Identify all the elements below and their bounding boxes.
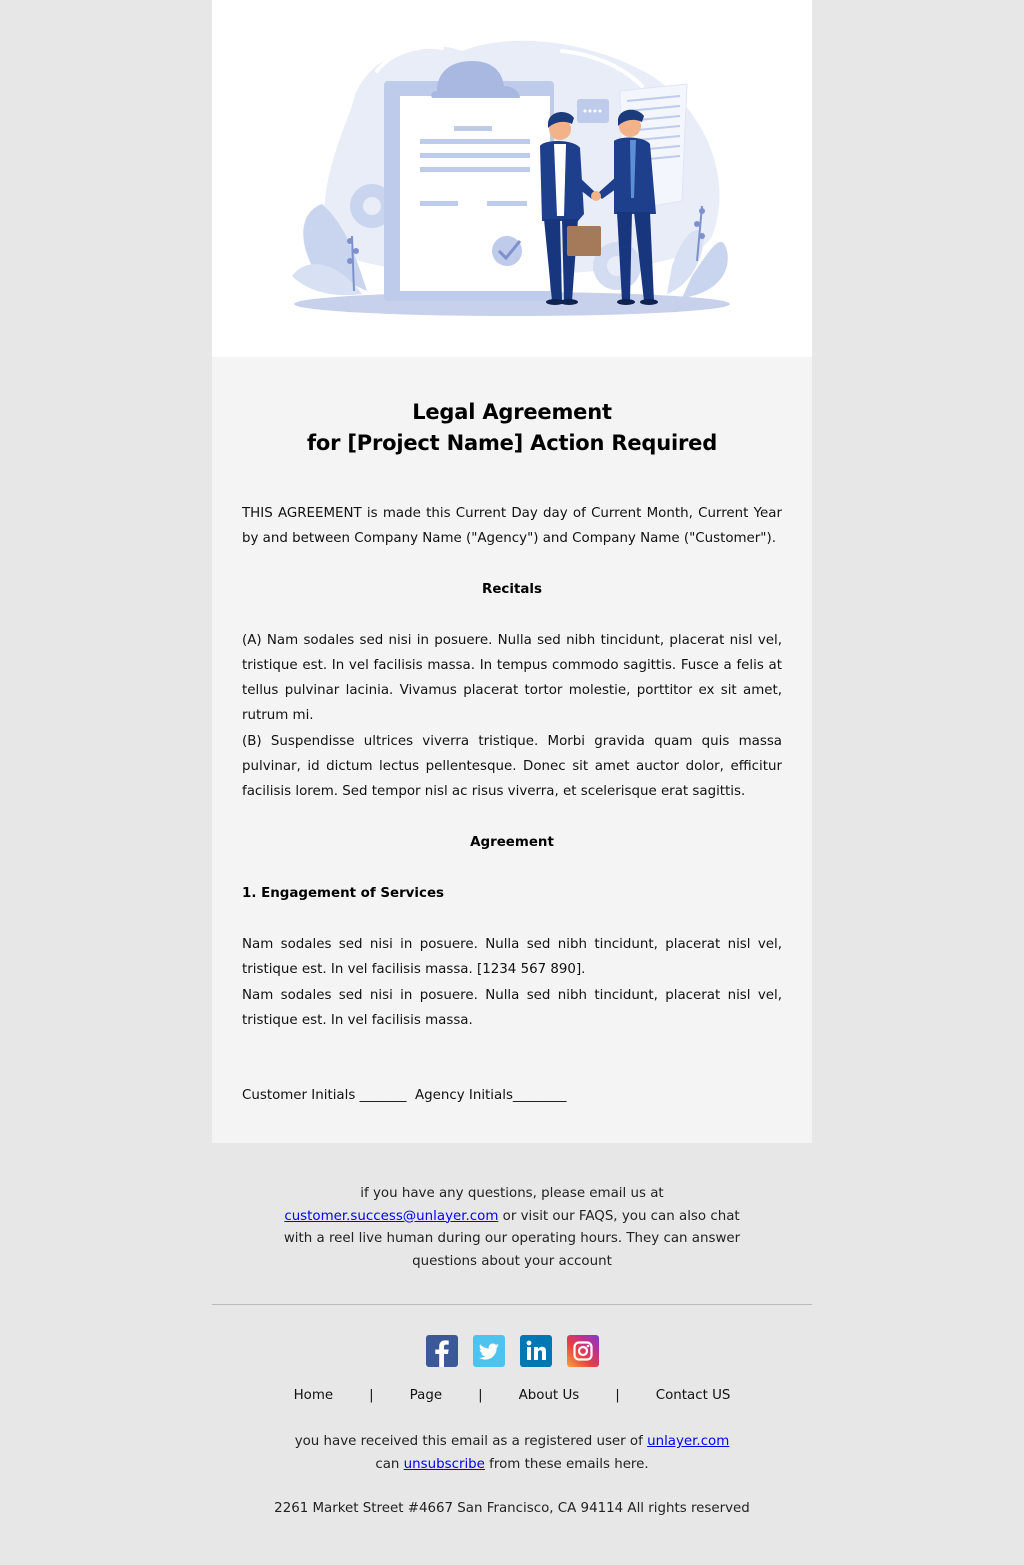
section-1-paragraph-2: Nam sodales sed nisi in posuere. Nulla sed nibh tincidunt, placerat nisl vel, tristique est. In vel facilisis massa. — [242, 988, 782, 1028]
agreement-heading: Agreement — [470, 835, 554, 850]
linkedin-icon[interactable] — [520, 1335, 552, 1367]
nav-contact-link[interactable]: Contact US — [655, 1388, 731, 1403]
recital-b: (B) Suspendisse ultrices viverra tristique. Morbi gravida quam quis massa pulvinar, id dictum lectus pellentesque. Donec sit amet auctor dolor, efficitur facilisis lorem. Sed tempor nisl ac risus viverra, et scelerisque erat sagittis. — [242, 734, 782, 799]
title-line-2: for [Project Name] Action Required — [306, 431, 718, 455]
legal-text — [212, 1431, 812, 1476]
title-line-1: Legal Agreement — [412, 400, 612, 424]
initials-line: Customer Initials _______ Agency Initials________ — [242, 1088, 567, 1103]
footer — [212, 1143, 812, 1521]
unsubscribe-link[interactable]: unsubscribe — [403, 1456, 485, 1472]
footer-divider — [212, 1304, 812, 1305]
nav-page-link[interactable]: Page — [409, 1388, 443, 1403]
email-container — [212, 0, 812, 1521]
document-title — [242, 397, 782, 459]
recital-a: (A) Nam sodales sed nisi in posuere. Nulla sed nibh tincidunt, placerat nisl vel, tristique est. In vel facilisis massa. In tempus commodo sagittis. Fusce a felis at tellus pulvinar lacinia. Vivamus placerat tortor molestie, porttitor ex sit amet, rutrum mi. — [242, 633, 782, 723]
nav-about-link[interactable]: About Us — [518, 1388, 580, 1403]
intro-paragraph: THIS AGREEMENT is made this Current Day day of Current Month, Current Year by and between Company Name ("Agency") and Company Name ("Customer"). — [242, 506, 782, 546]
section-1-paragraph-1: Nam sodales sed nisi in posuere. Nulla sed nibh tincidunt, placerat nisl vel, tristique est. In vel facilisis massa. [1234 567 890]. — [242, 937, 782, 977]
help-line-1: if you have any questions, please email us at — [360, 1186, 664, 1201]
facebook-icon[interactable] — [426, 1335, 458, 1367]
agreement-content — [212, 357, 812, 1143]
nav-separator: | — [369, 1388, 374, 1403]
nav-separator: | — [615, 1388, 620, 1403]
twitter-icon[interactable] — [473, 1335, 505, 1367]
support-email-link[interactable]: customer.success@unlayer.com — [284, 1208, 499, 1224]
legal-line-2: can — [375, 1456, 404, 1472]
nav-separator: | — [478, 1388, 483, 1403]
help-text — [282, 1143, 742, 1273]
social-links — [212, 1335, 812, 1367]
nav-home-link[interactable]: Home — [293, 1388, 334, 1403]
company-address: 2261 Market Street #4667 San Francisco, CA 94114 All rights reserved — [274, 1501, 750, 1516]
help-line-2: or visit our FAQS, you can also chat with a reel live human during our operating hours. They can answer questions about your account — [283, 1208, 741, 1269]
legal-line-3: from these emails here. — [484, 1456, 649, 1472]
footer-nav — [212, 1385, 812, 1407]
legal-line-1: you have received this email as a registered user of — [294, 1434, 648, 1449]
instagram-icon[interactable] — [567, 1335, 599, 1367]
unlayer-site-link[interactable]: unlayer.com — [647, 1434, 730, 1449]
handshake-contract-illustration — [292, 36, 732, 321]
hero-section — [212, 0, 812, 357]
section-1-heading: 1. Engagement of Services — [242, 886, 444, 901]
recitals-heading: Recitals — [482, 582, 542, 597]
